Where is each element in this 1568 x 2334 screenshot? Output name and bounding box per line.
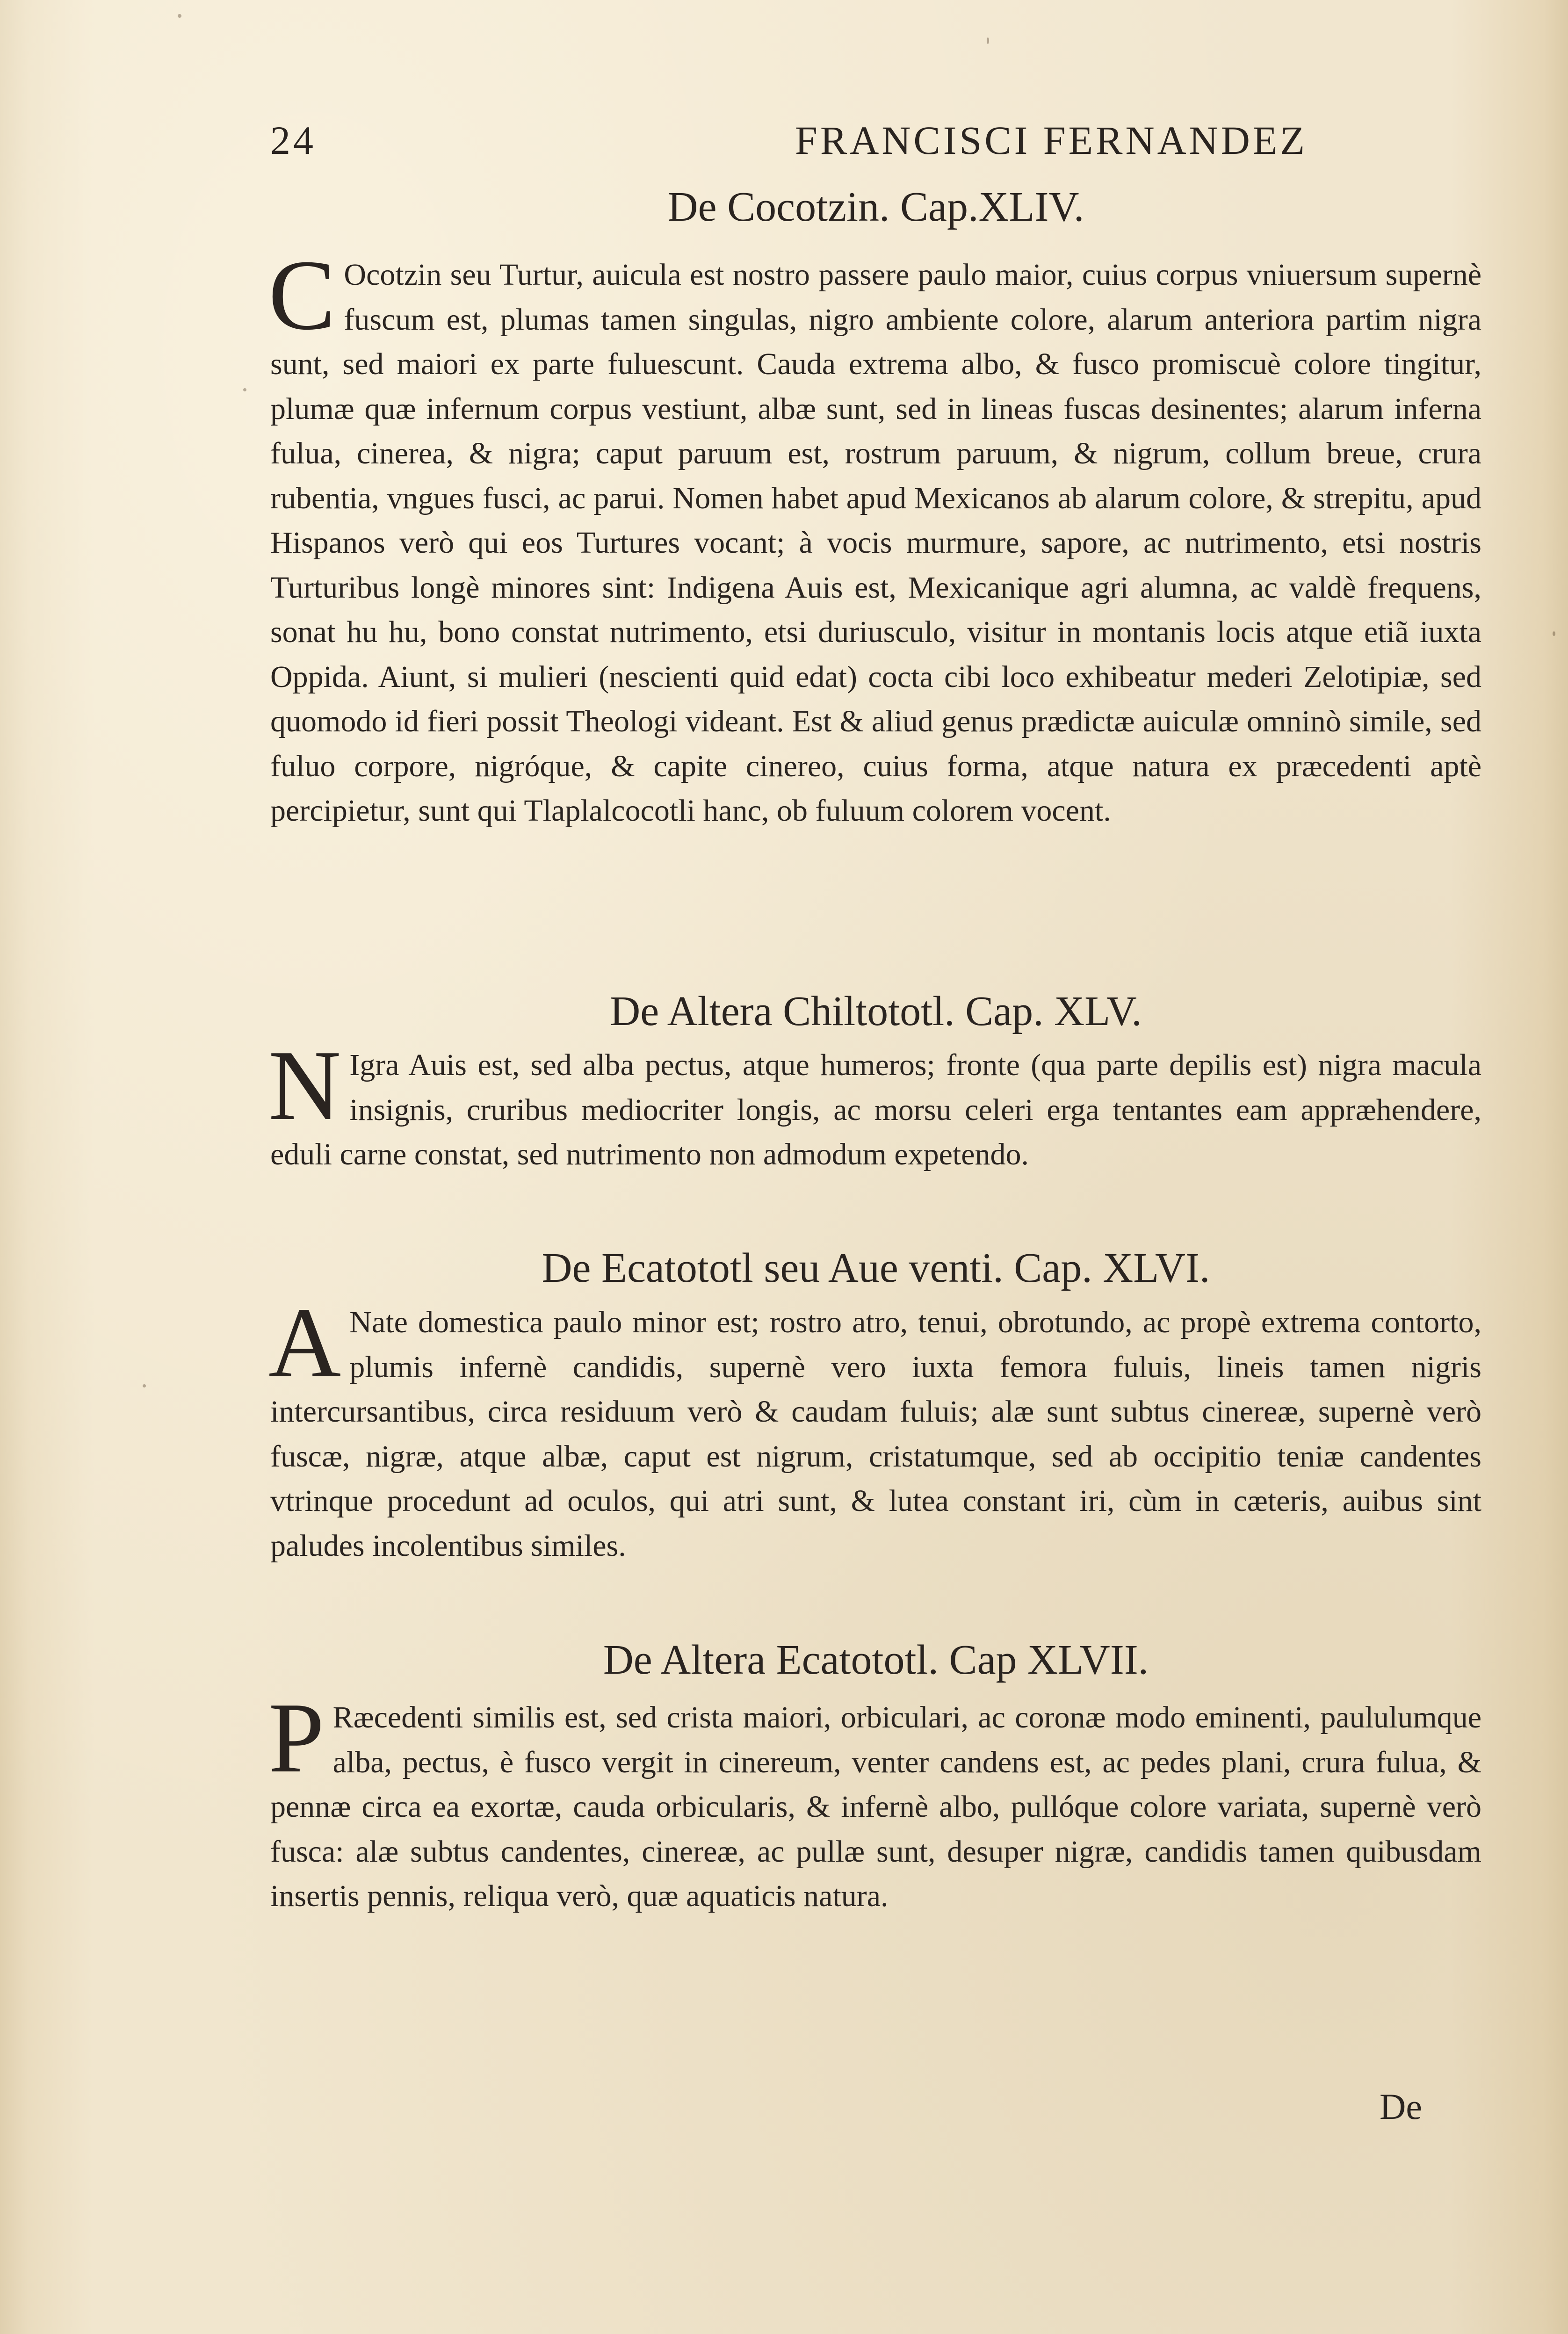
chapter-body: Nate domestica paulo minor est; rostro atro, tenui, obrotundo, ac propè extrema contorto, plumis infernè candidis, supernè vero iuxta femora fuluis, lineis tamen nigris intercursantibus, circa residuum verò & caudam fuluis; alæ sunt subtus cinereæ, supernè verò fuscæ, nigræ, atque albæ, caput est nigrum, cristatumque, sed ab occipitio teniæ candentes vtrinque procedunt ad oculos, qui atri sunt, & lutea constant iri, cùm in cæteris, auibus sint paludes incolentibus similes. [270, 1305, 1481, 1563]
paper-speck [243, 388, 246, 391]
running-title: FRANCISCI FERNANDEZ [795, 118, 1308, 163]
dropcap: A [268, 1286, 341, 1398]
chapter-title-46: De Ecatototl seu Aue venti. Cap. XLVI. [542, 1245, 1210, 1291]
dropcap: P [268, 1682, 325, 1793]
chapter-text-47 [268, 1682, 1481, 1919]
chapter-title-47: De Altera Ecatototl. Cap XLVII. [603, 1637, 1149, 1683]
dropcap: N [268, 1029, 341, 1141]
chapter-text-44 [268, 239, 1481, 833]
chapter-text-46 [268, 1286, 1481, 1568]
paper-speck [1553, 631, 1555, 636]
chapter-body: Ocotzin seu Turtur, auicula est nostro passere paulo maior, cuius corpus vniuersum supernè fuscum est, plumas tamen singulas, nigro ambiente colore, alarum anteriora partim nigra sunt, sed maiori ex parte fuluescunt. Cauda extrema albo, & fusco promiscuè colore tingitur, plumæ quæ infernum corpus vestiunt, albæ sunt, sed in lineas fuscas desinentes; alarum inferna fulua, cinerea, & nigra; caput paruum est, rostrum paruum, & nigrum, collum breue, crura rubentia, vngues fusci, ac parui. Nomen habet apud Mexicanos ab alarum colore, & strepitu, apud Hispanos verò qui eos Turtures vocant; à vocis murmure, sapore, ac nutrimento, etsi nostris Turturibus longè minores sint: Indigena Auis est, Mexicanique agri alumna, ac valdè frequens, sonat hu hu, bono constat nutrimento, etsi duriusculo, visitur in montanis locis atque etiã iuxta Oppida. Aiunt, si mulieri (nescienti quid edat) cocta cibi loco exhibeatur mederi Zelotipiæ, sed quomodo id fieri possit Theologi videant. Est & aliud genus prædictæ auiculæ omninò simile, sed fuluo corpore, nigróque, & capite cinereo, cuius forma, atque natura ex præcedenti aptè percipietur, sunt qui Tlaplalcocotli hanc, ob fuluum colorem vocent. [270, 258, 1481, 828]
chapter-body: Igra Auis est, sed alba pectus, atque humeros; fronte (qua parte depilis est) nigra macula insignis, cruribus mediocriter longis, ac morsu celeri erga tentantes eam appræhendere, eduli carne constat, sed nutrimento non admodum expetendo. [270, 1048, 1481, 1171]
chapter-body: Ræcedenti similis est, sed crista maiori, orbiculari, ac coronæ modo eminenti, paululumque alba, pectus, è fusco vergit in cinereum, venter candens est, ac pedes plani, crura fulua, & pennæ circa ea exortæ, cauda orbicularis, & infernè albo, pullóque colore variata, supernè verò fusca: alæ subtus candentes, cinereæ, ac pullæ sunt, desuper nigræ, candidis tamen quibusdam insertis pennis, reliqua verò, quæ aquaticis natura. [270, 1700, 1481, 1913]
chapter-text-45 [268, 1029, 1481, 1177]
catchword: De [1380, 2086, 1422, 2127]
page-number: 24 [270, 118, 316, 163]
dropcap: C [268, 239, 336, 351]
paper-speck [178, 14, 181, 18]
paper-speck [987, 37, 989, 44]
page-header [270, 117, 1481, 168]
chapter-title-45: De Altera Chiltototl. Cap. XLV. [610, 988, 1142, 1034]
chapter-title-44: De Cocotzin. Cap.XLIV. [667, 184, 1084, 230]
paper-speck [143, 1384, 146, 1387]
